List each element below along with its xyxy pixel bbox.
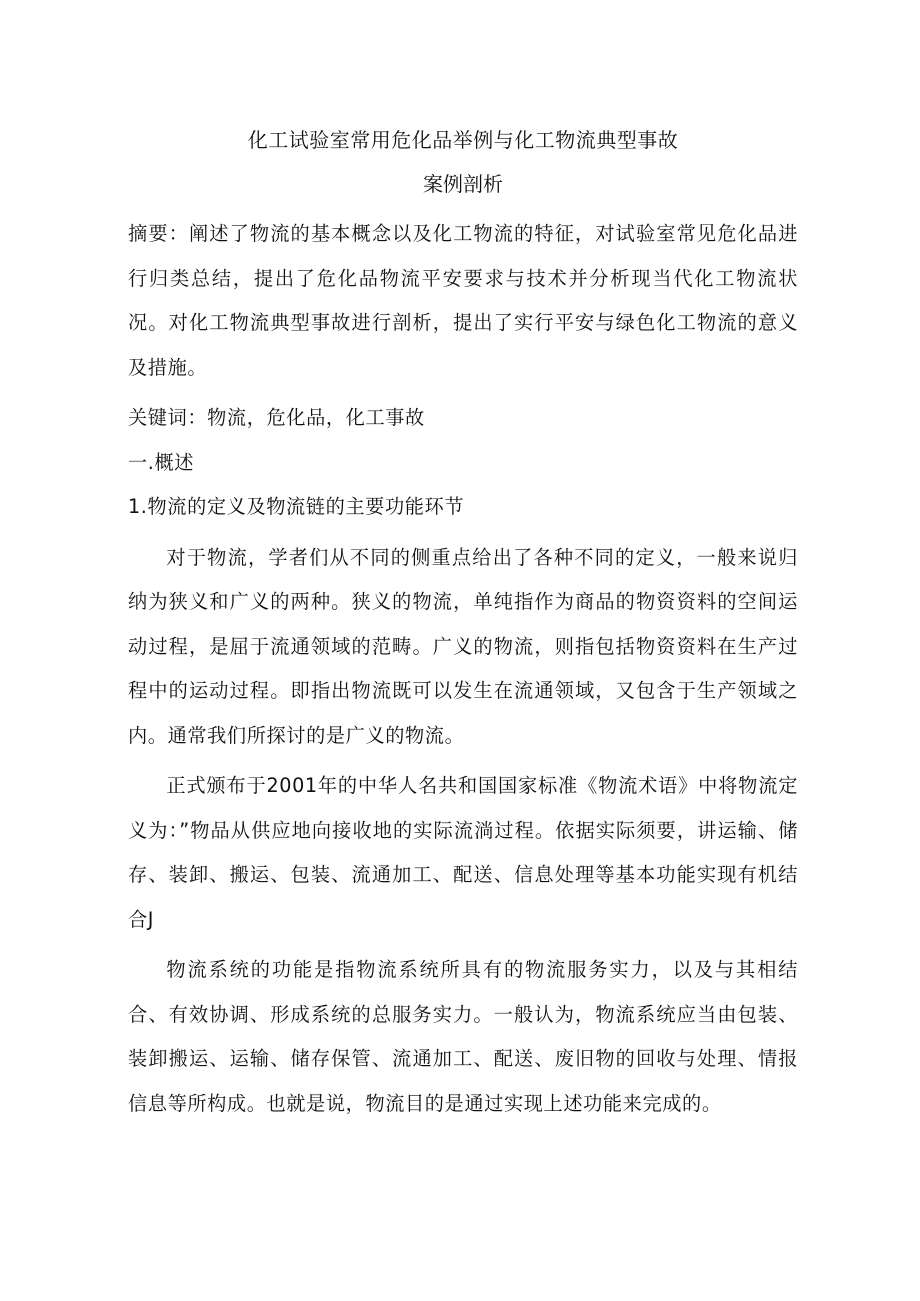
document-body [128,118,798,1126]
document-subtitle: 案例剖析 [423,172,503,196]
body-paragraph: 正式颁布于2001年的中华人名共和国国家标准《物流术语》中将物流定义为：”物品从供应地向接收地的实际流淌过程。依据实际须要，讲运输、储存、装卸、搬运、包装、流通加工、配送、信息处理等基本功能实现有机结合J [128,774,798,931]
document-title: 化工试验室常用危化品举例与化工物流典型事故 [247,128,679,152]
subsection-heading: 1.物流的定义及物流链的主要功能环节 [128,495,465,518]
keywords-line: 关键词：物流，危化品，化工事故 [128,406,425,429]
abstract-paragraph: 摘要：阐述了物流的基本概念以及化工物流的特征，对试验室常见危化品进行归类总结，提出了危化品物流平安要求与技术并分析现当代化工物流状况。对化工物流典型事故进行剖析，提出了实行平安与绿色化工物流的意义及措施。 [128,222,798,379]
body-paragraph: 物流系统的功能是指物流系统所具有的物流服务实力，以及与其相结合、有效协调、形成系统的总服务实力。一般认为，物流系统应当由包装、装卸搬运、运输、储存保管、流通加工、配送、废旧物的回收与处理、情报信息等所构成。也就是说，物流目的是通过实现上述功能来完成的。 [128,958,798,1115]
body-paragraph: 对于物流，学者们从不同的侧重点给出了各种不同的定义，一般来说归纳为狭义和广义的两种。狭义的物流，单纯指作为商品的物资资料的空间运动过程，是屈于流通领域的范畴。广义的物流，则指包括物资资料在生产过程中的运动过程。即指出物流既可以发生在流通领域，又包含于生产领域之内。通常我们所探讨的是广义的物流。 [128,545,798,747]
section-heading: 一.概述 [128,450,195,474]
